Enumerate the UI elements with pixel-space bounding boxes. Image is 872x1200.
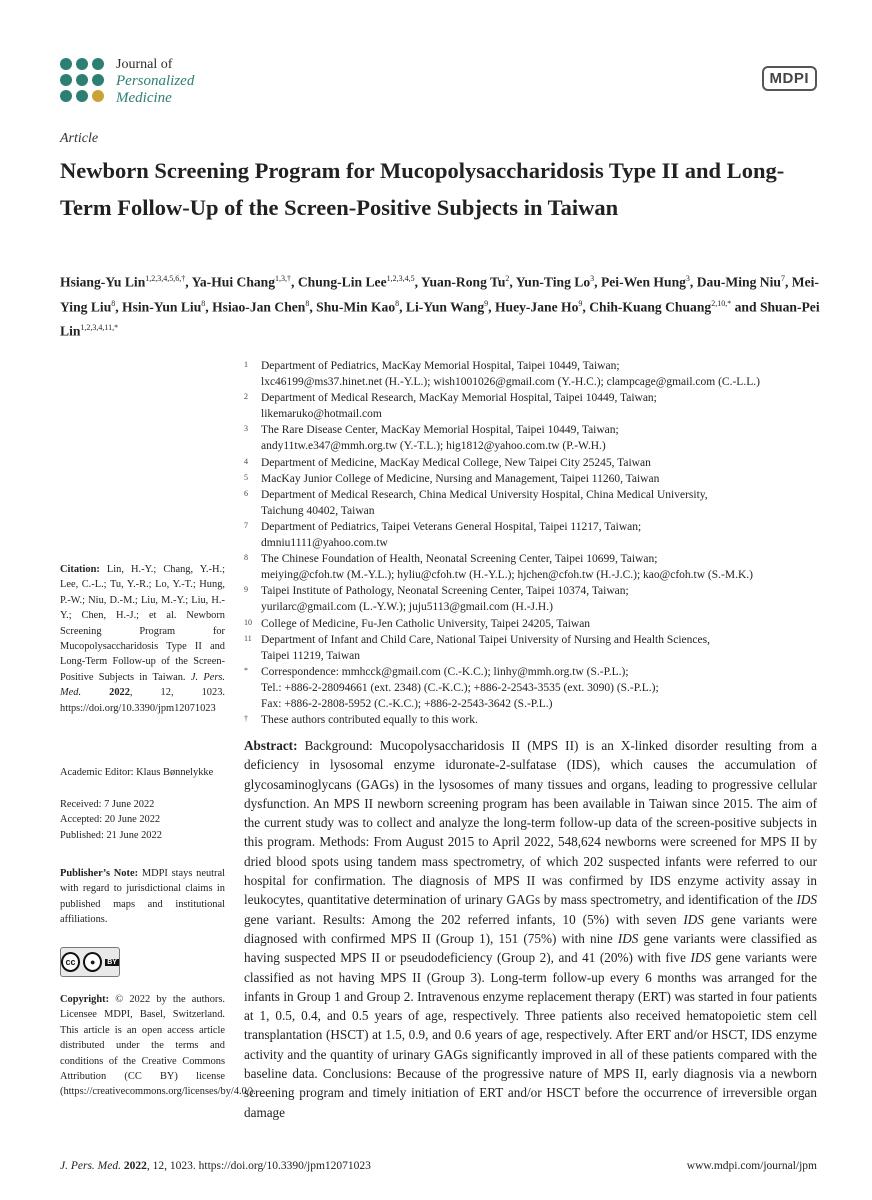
affiliation-text [261,422,824,454]
received-date: Received: 7 June 2022 [60,799,155,810]
author-name: Hsiao-Jan Chen [212,299,306,315]
affiliation-text [261,471,824,487]
author-name: Chung-Lin Lee [297,274,387,290]
affiliation-number: 11 [244,633,252,643]
footer-rest[interactable]: , 12, 1023. https://doi.org/10.3390/jpm12071023 [146,1160,371,1172]
author-affiliation-sup: 3 [590,274,595,283]
author-name: Li-Yun Wang [405,299,485,315]
affiliation-line: Fax: +886-2-2808-5952 (C.-K.C.); +886-2-2543-3642 (S.-P.L.) [261,697,553,710]
author-name: Hsin-Yun Liu [122,299,202,315]
abstract-text-2: gene variant. Results: Among the 202 referred infants, 10 (5%) with seven [244,911,684,927]
citation-text: Lin, H.-Y.; Chang, Y.-H.; Lee, C.-L.; Tu, Y.-R.; Lo, Y.-T.; Hung, P.-W.; Niu, D.-M.; Liu, M.-Y.; Liu, H.-Y.; Chen, H.-J.; et al. Newborn Screening Program for Mucopolysaccharidosis Type II and Long-Term Follow-up of the Screen-Positive Subjects in Taiwan. [60,564,225,683]
affiliation-item [244,471,824,487]
journal-name [116,56,194,107]
author-affiliation-sup: 2,10,* [711,298,732,308]
author-affiliation-sup: 9 [484,298,489,308]
affiliation-number: † [244,714,248,724]
affiliation-line: lxc46199@ms37.hinet.net (H.-Y.L.); wish1001026@gmail.com (Y.-H.C.); clampcage@gmail.com (C.-L.L.) [261,376,760,389]
citation-label: Citation: [60,564,100,575]
affiliation-item [244,487,824,519]
abstract-ids-2: IDS [683,911,704,927]
affiliation-list [244,358,824,728]
affiliation-number: 8 [244,553,248,563]
affiliation-line: Department of Medicine, MacKay Medical College, New Taipei City 25245, Taiwan [261,456,651,469]
copyright-text: © 2022 by the authors. Licensee MDPI, Basel, Switzerland. This article is an open access article distributed under the terms and conditions of the Creative Commons Attribution (CC BY) license (https://creativecommons.org/licenses/by/4.0/). [60,994,256,1098]
affiliation-text [261,583,824,615]
affiliation-item [244,422,824,454]
affiliation-line: These authors contributed equally to this work. [261,714,478,727]
affiliation-number: * [244,665,248,675]
affiliation-number: 7 [244,520,248,530]
author-affiliation-sup: 8 [305,298,310,308]
footer-citation [60,1160,371,1172]
author-list: Hsiang-Yu Lin$^{1,2,3,4,5,6,\dagger}$, Ya-Hui Chang$^{1,3,\dagger}$, Chung-Lin Lee$^{1,2,3,4,5}$, Yuan-Rong Tu$^2$, Yun-Ting Lo$^3$, Pei-Wen Hung$^3$, Dau-Ming Niu$^7$, Mei-Ying Liu$^8$, Hsin-Yun Liu$^8$, Hsiao-Jan Chen$^8$, Shu-Min Kao$^8$, Li-Yun Wang$^9$, Huey-Jane Ho$^9$, Chih-Kuang Chuang$^{2,10,*}$ and Shuan-Pei Lin$^{1,2,3,4,11,*}$ [60,274,820,339]
affiliation-line: Taipei Institute of Pathology, Neonatal Screening Center, Taipei 10374, Taiwan; [261,585,629,598]
affiliation-number: 4 [244,456,248,466]
affiliation-number: 5 [244,472,248,482]
journal-name-line2: Personalized [116,73,195,89]
affiliation-text [261,712,824,728]
affiliation-line: College of Medicine, Fu-Jen Catholic University, Taipei 24205, Taiwan [261,617,591,630]
affiliation-line: Taichung 40402, Taiwan [261,504,375,517]
abstract-text-5: gene variants were classified as not having MPS II (Group 3). Long-term follow-up every 6 months was arranged for the infants in Group 1 and Group 2. Intravenous enzyme replacement therapy (ERT) was started in four patients at 1, 0.5, 0.4, and 0.5 years of age, respectively. Three patients also received hematopoietic stem cell transplantation (HSCT) at 1.5, 0.9, and 0.6 years of age, respectively. After ERT and/or HSCT, IDS enzyme activity and the quantity of urinary GAGs significantly improved in all of these patients compared with the baseline data. Conclusions: Because of the progressive nature of MPS II, early diagnosis via a newborn screening program and timely initiation of ERT and/or HSCT before the occurrence of irreversible organ damage [244,950,818,1120]
affiliation-line: Department of Infant and Child Care, National Taipei University of Nursing and Health Sciences, [261,633,710,646]
affiliation-line: meiying@cfoh.tw (M.-Y.L.); hyliu@cfoh.tw (H.-Y.L.); hjchen@cfoh.tw (H.-J.C.); kao@cfoh.tw (S.-M.K.) [261,569,753,582]
footer-year: 2022 [123,1160,147,1172]
copyright-block [60,992,256,1100]
journal-name-line1: Journal of [116,57,173,72]
affiliation-line: Tel.: +886-2-28094661 (ext. 2348) (C.-K.C.); +886-2-2543-3535 (ext. 3090) (S.-P.L.); [261,681,659,694]
affiliation-text [261,455,824,471]
affiliation-text [261,487,824,519]
author-name: Shuan-Pei Lin [60,299,820,339]
author-name: Hsiang-Yu Lin [60,274,146,290]
affiliation-number: 2 [244,392,248,402]
affiliation-line: likemaruko@hotmail.com [261,408,382,421]
citation-block [60,562,225,716]
affiliation-item [244,390,824,422]
affiliation-line: dmniu1111@yahoo.com.tw [261,537,388,550]
affiliation-line: Taipei 11219, Taiwan [261,649,360,662]
abstract-text-3: gene variants were diagnosed with confirmed MPS II (Group 1), 151 (75%) with nine [244,911,817,946]
publisher-note-text: MDPI stays neutral with regard to jurisdictional claims in published maps and institutional affiliations. [60,868,225,926]
author-name: Mei-Ying Liu [60,274,819,315]
publisher-note-label: Publisher’s Note: [60,868,139,879]
abstract-text-1: Background: Mucopolysaccharidosis II (MPS II) is an X-linked disorder resulting from a deficiency in lysosomal enzyme iduronate-2-sulfatase (IDS), which causes the accumulation of glycosaminoglycans (GAGs) in the lysosomes of many tissues and organs, leading to progressive cellular dysfunction. An MPS II newborn screening program has been available in Taiwan since 2015. The aim of the current study was to collect and analyze the long-term follow-up data of the screen-positive subjects in this program. Methods: From August 2015 to April 2022, 548,624 newborns were screened for MPS II by dried blood spots using tandem mass spectrometry, of which 202 suspected infants were referred to our hospital for confirmation. The diagnosis of MPS II was confirmed by IDS enzyme activity assay in leukocytes, quantitative determination of urinary GAGs by mass spectrometry, and identification of the [244,738,818,908]
author-affiliation-sup: 2 [505,274,510,283]
affiliation-line: andy11tw.e347@mmh.org.tw (Y.-T.L.); hig1812@yahoo.com.tw (P.-W.H.) [261,440,606,453]
affiliation-item [244,712,824,728]
affiliation-text [261,616,824,632]
academic-editor: Academic Editor: Klaus Bønnelykke [60,767,214,778]
affiliation-line: Correspondence: mmhcck@gmail.com (C.-K.C.); linhy@mmh.org.tw (S.-P.L.); [261,665,629,678]
author-name: Ya-Hui Chang [191,274,276,290]
affiliation-line: Department of Pediatrics, MacKay Memorial Hospital, Taipei 10449, Taiwan; [261,360,620,372]
affiliation-number: 10 [244,617,252,627]
affiliation-item [244,455,824,471]
footer-journal-url[interactable]: www.mdpi.com/journal/jpm [686,1160,817,1172]
affiliation-line: The Rare Disease Center, MacKay Memorial Hospital, Taipei 10449, Taiwan; [261,424,619,437]
affiliation-item [244,358,824,390]
abstract-ids-3: IDS [617,930,639,946]
cc-license-icon[interactable] [60,947,120,977]
publisher-note [60,866,225,928]
journal-logo-icon [60,58,106,104]
abstract-ids-1: IDS [796,892,817,908]
affiliation-line: Department of Pediatrics, Taipei Veterans General Hospital, Taipei 11217, Taiwan; [261,520,642,533]
affiliation-text [261,519,824,551]
author-name: Pei-Wen Hung [600,274,686,290]
accepted-date: Accepted: 20 June 2022 [60,814,161,826]
published-date: Published: 21 June 2022 [60,829,162,841]
article-title: Newborn Screening Program for Mucopolysaccharidosis Type II and Long-Term Follow-Up of the Screen-Positive Subjects in Taiwan [60,158,785,220]
affiliation-number: 3 [244,424,248,434]
affiliation-text [261,551,824,583]
affiliation-text [261,390,824,422]
author-affiliation-sup: 1,2,3,4,5,6,† [145,274,186,283]
citation-rest[interactable]: , 12, 1023. https://doi.org/10.3390/jpm12071023 [60,687,225,714]
author-affiliation-sup: 1,2,3,4,11,* [80,323,119,333]
affiliation-item [244,632,824,664]
affiliation-number: 9 [244,585,248,595]
affiliation-number: 6 [244,488,248,498]
affiliation-number: 1 [244,360,248,369]
cc-circle-icon: cc [61,952,80,972]
author-affiliation-sup: 1,2,3,4,5 [386,274,415,283]
author-affiliation-sup: 1,3,† [275,274,292,283]
author-name: Chih-Kuang Chuang [589,299,712,315]
affiliation-line: yurilarc@gmail.com (L.-Y.W.); juju5113@gmail.com (H.-J.H.) [261,601,553,614]
author-name: Yuan-Rong Tu [420,274,506,290]
author-affiliation-sup: 9 [578,298,583,308]
author-affiliation-sup: 8 [111,298,116,308]
abstract-text-4: gene variants were classified as having suspected MPS II or pseudodeficiency (Group 2), and 41 (20%) with five [244,930,817,966]
author-affiliation-sup: 7 [780,274,785,283]
abstract-ids-4: IDS [690,950,712,966]
author-name: Yun-Ting Lo [515,274,591,290]
affiliation-line: Department of Medical Research, China Medical University Hospital, China Medical University, [261,488,708,501]
affiliation-item [244,551,824,583]
publisher-logo: MDPI [762,66,818,91]
cc-by-label: BY [107,958,117,966]
author-name: Dau-Ming Niu [696,274,781,290]
author-affiliation-sup: 8 [395,298,400,308]
article-type: Article [60,131,99,146]
affiliation-item [244,519,824,551]
affiliation-item [244,583,824,615]
author-name: Huey-Jane Ho [494,299,579,315]
abstract [244,736,817,1122]
affiliation-line: MacKay Junior College of Medicine, Nursing and Management, Taipei 11260, Taiwan [261,472,660,485]
dates-block [60,797,225,843]
author-affiliation-sup: 3 [685,274,690,283]
author-affiliation-sup: 8 [201,298,206,308]
affiliation-line: Department of Medical Research, MacKay Memorial Hospital, Taipei 10449, Taiwan; [261,392,657,405]
affiliation-text [261,358,824,390]
footer-journal: J. Pers. Med. [60,1160,121,1172]
citation-journal: J. Pers. Med. [60,671,225,699]
citation-year: 2022 [109,687,130,699]
affiliation-item [244,616,824,632]
author-name: Shu-Min Kao [316,299,396,315]
journal-name-line3: Medicine [116,90,172,106]
affiliation-text [261,664,824,712]
person-icon: ● [83,952,102,972]
abstract-label: Abstract: [244,738,298,753]
copyright-label: Copyright: [60,994,110,1005]
affiliation-line: The Chinese Foundation of Health, Neonatal Screening Center, Taipei 10699, Taiwan; [261,553,658,566]
affiliation-text [261,632,824,664]
affiliation-item [244,664,824,712]
